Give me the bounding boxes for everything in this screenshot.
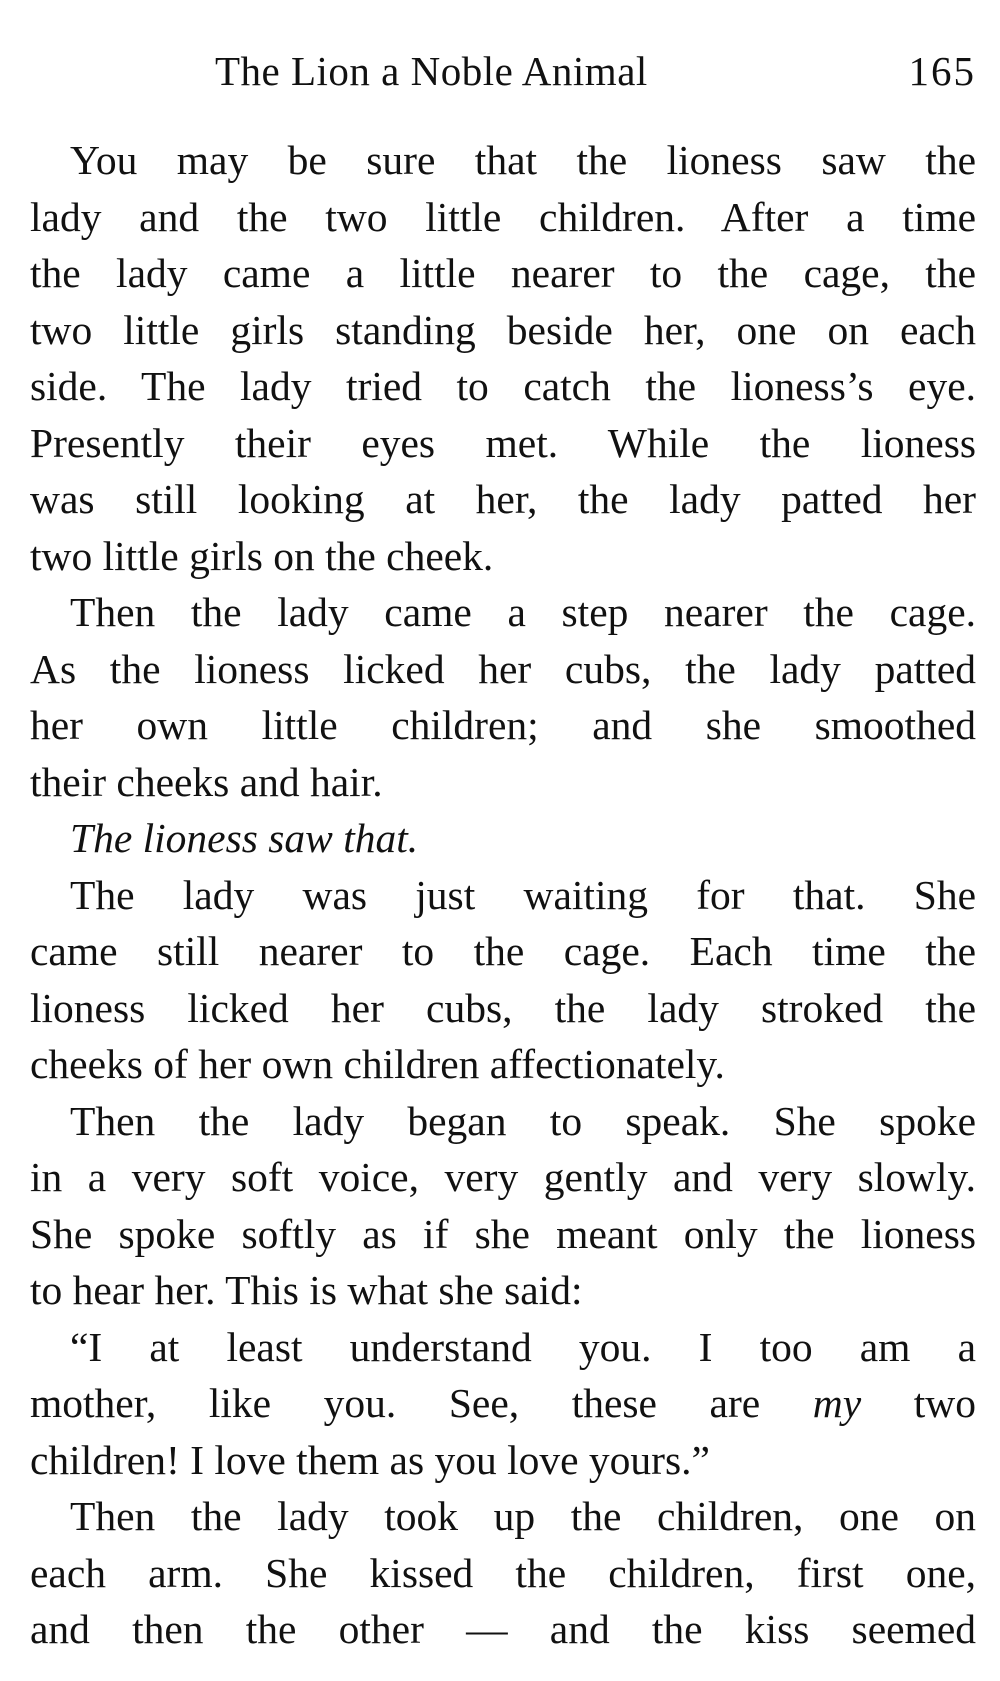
italic-text-line: The lioness saw that.: [70, 815, 419, 861]
text-line: Then the lady came a step nearer the cage.: [70, 589, 976, 635]
text-line: the lady came a little nearer to the cage, the: [30, 250, 976, 296]
text-line: You may be sure that the lioness saw the: [70, 137, 976, 183]
text-line: lioness licked her cubs, the lady stroked the: [30, 984, 976, 1031]
text-line: Then the lady began to speak. She spoke: [70, 1097, 976, 1144]
body-text: [30, 132, 976, 1658]
text-line: two little girls standing beside her, one on each: [30, 306, 976, 353]
text-line: their cheeks and hair.: [30, 758, 383, 805]
paragraph-1: [30, 132, 976, 584]
paragraph-6: [30, 1319, 976, 1489]
paragraph-7: [30, 1488, 976, 1658]
text-line: Then the lady took up the children, one on: [70, 1493, 976, 1539]
text-line: each arm. She kissed the children, first one,: [30, 1549, 976, 1596]
emphasized-word: my: [812, 1380, 862, 1426]
text-line: side. The lady tried to catch the lioness’s eye.: [30, 363, 976, 409]
text-line: her own little children; and she smoothed: [30, 702, 976, 748]
text-line: “I at least understand you. I too am a: [70, 1323, 976, 1370]
text-segment: two: [913, 1380, 977, 1426]
text-line: She spoke softly as if she meant only the lioness: [30, 1210, 976, 1257]
paragraph-4: [30, 867, 976, 1093]
text-line-with-emphasis: [30, 1375, 976, 1432]
text-segment: mother, like you. See, these are: [30, 1380, 761, 1426]
text-line: in a very soft voice, very gently and very slowly.: [30, 1154, 976, 1200]
paragraph-5: [30, 1093, 976, 1319]
text-line: The lady was just waiting for that. She: [70, 871, 976, 918]
page-number: 165: [908, 48, 976, 94]
text-line: As the lioness licked her cubs, the lady patted: [30, 645, 976, 692]
paragraph-3: [30, 810, 976, 867]
text-line: was still looking at her, the lady patted her: [30, 476, 976, 522]
paragraph-2: [30, 584, 976, 810]
text-line: cheeks of her own children affectionately.: [30, 1041, 725, 1087]
page-header: [30, 40, 976, 102]
text-line: and then the other — and the kiss seemed: [30, 1606, 976, 1652]
book-page: [30, 40, 976, 1658]
running-title: The Lion a Noble Animal: [215, 48, 648, 94]
text-line: two little girls on the cheek.: [30, 532, 494, 579]
text-line: to hear her. This is what she said:: [30, 1267, 583, 1313]
text-line: Presently their eyes met. While the lioness: [30, 419, 976, 466]
text-line: lady and the two little children. After a time: [30, 193, 976, 240]
text-line: children! I love them as you love yours.”: [30, 1436, 710, 1483]
text-line: came still nearer to the cage. Each time the: [30, 928, 976, 974]
